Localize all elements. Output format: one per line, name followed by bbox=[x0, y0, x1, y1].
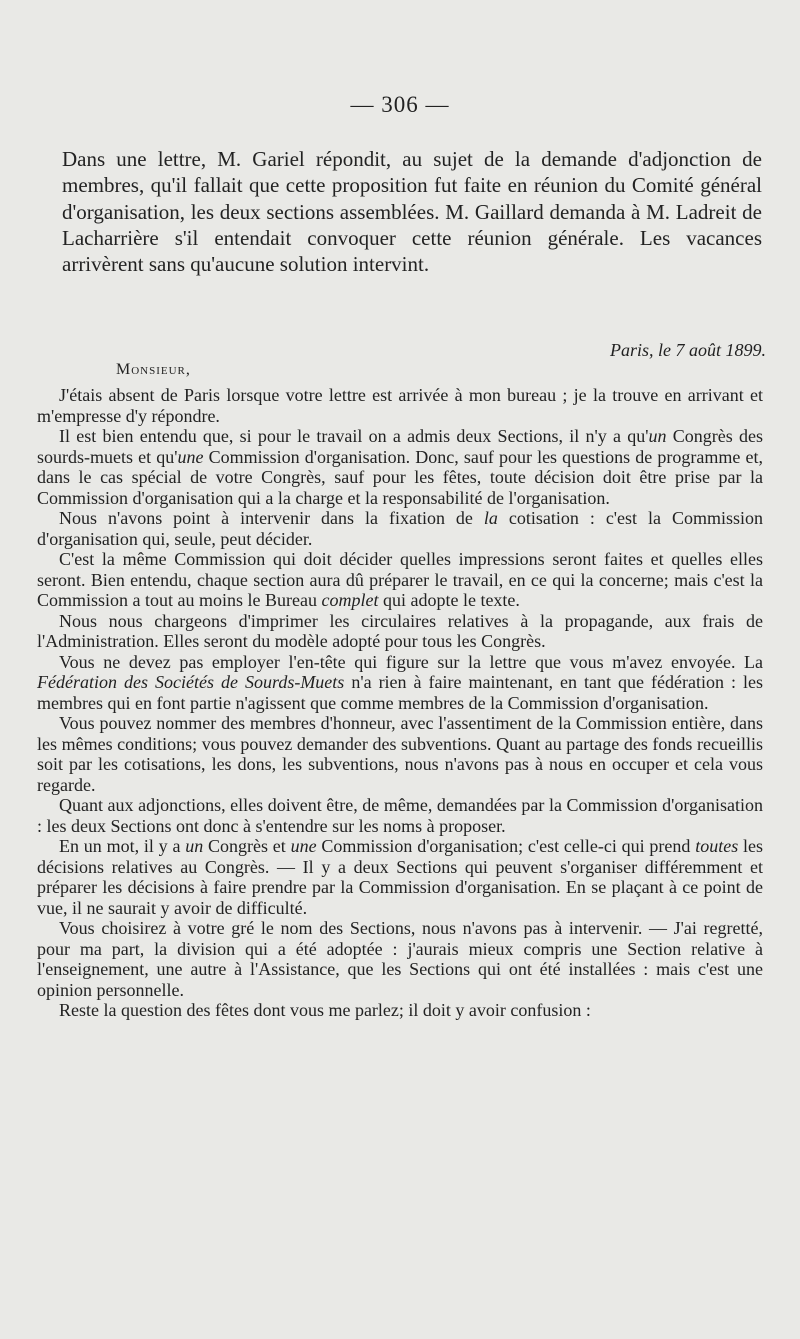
letter-paragraph: Vous choisirez à votre gré le nom des Sections, nous n'avons pas à intervenir. — J'ai regretté, pour ma part, la division qui a été adoptée : j'aurais mieux compris une Section relative à l'enseignement, une autre à l'Assistance, que les Sections qui ont été installées : mais c'est une opinion personnelle. bbox=[37, 918, 763, 1000]
emphasis: la bbox=[483, 508, 498, 528]
text-run: C'est la même Commission qui doit décider quelles impressions seront faites et quelles elles seront. Bien entendu, chaque section aura dû préparer le travail, en ce qui la concerne; mais c'est la Commission a tout au moins le Bureau bbox=[37, 549, 763, 610]
text-run: Commission d'organisation; c'est celle-ci qui prend bbox=[316, 836, 696, 856]
text-run: Nous n'avons point à intervenir dans la fixation de bbox=[59, 508, 484, 528]
text-run: Commission d'organisation. Donc, sauf pour les questions de programme et, dans le cas spécial de votre Congrès, sauf pour les fêtes, toute décision doit être prise par la Commission d'organisation qui a la charge et la responsabilité de l'organisation. bbox=[37, 446, 763, 508]
text-run: Congrès et bbox=[203, 836, 291, 856]
emphasis: une bbox=[177, 446, 204, 467]
letter-salutation: Monsieur, bbox=[116, 361, 191, 378]
letter-paragraph: J'étais absent de Paris lorsque votre lettre est arrivée à mon bureau ; je la trouve en arrivant et m'empresse d'y répondre. bbox=[37, 385, 763, 426]
letter-paragraph: Nous nous chargeons d'imprimer les circulaires relatives à la propagande, aux frais de l'Administration. Elles seront du modèle adopté pour tous les Congrès. bbox=[37, 610, 763, 651]
letter-paragraph bbox=[37, 549, 763, 611]
text-run: Congrès des sourds-muets et qu' bbox=[37, 426, 763, 467]
text-run: n'a rien à faire maintenant, en tant que fédération : les membres qui en font partie n'agissent que comme membres de la Commission d'organisation. bbox=[37, 672, 763, 713]
letter-paragraph bbox=[37, 836, 763, 918]
emphasis: une bbox=[290, 836, 317, 856]
emphasis: un bbox=[185, 836, 204, 856]
text-run: cotisation : c'est la Commission d'organisation qui, seule, peut décider. bbox=[37, 508, 763, 549]
page-number: — 306 — bbox=[350, 92, 450, 117]
text-run: Il est bien entendu que, si pour le travail on a admis deux Sections, il n'y a qu' bbox=[59, 426, 649, 446]
text-run: En un mot, il y a bbox=[59, 836, 186, 856]
letter-paragraph: Reste la question des fêtes dont vous me parlez; il doit y avoir confusion : bbox=[59, 1000, 591, 1020]
emphasis: un bbox=[648, 426, 667, 446]
letter-dateline: Paris, le 7 août 1899. bbox=[610, 340, 766, 360]
letter-paragraph bbox=[37, 508, 763, 549]
text-run: Vous ne devez pas employer l'en-tête qui figure sur la lettre que vous m'avez envoyée. La bbox=[59, 651, 763, 672]
letter-paragraph bbox=[37, 426, 763, 508]
letter-body bbox=[37, 385, 763, 1021]
text-run: qui adopte le texte. bbox=[378, 590, 520, 610]
emphasis: Fédération des Sociétés de Sourds-Muets bbox=[37, 672, 345, 692]
intro-paragraph: Dans une lettre, M. Gariel répondit, au sujet de la demande d'adjonction de membres, qu'il fallait que cette proposition fut faite en réunion du Comité général d'organisation, les deux sections assemblées. M. Gaillard demanda à M. Ladreit de Lacharrière s'il entendait convoquer cette réunion générale. Les vacances arrivèrent sans qu'aucune solution intervint. bbox=[62, 147, 762, 277]
emphasis: complet bbox=[321, 590, 379, 610]
emphasis: toutes bbox=[695, 836, 739, 856]
text-run: les décisions relatives au Congrès. — Il y a deux Sections qui peuvent s'organiser différemment et préparer les décisions à faire prendre par la Commission d'organisation. En se plaçant à ce point de vue, il ne saurait y avoir de difficulté. bbox=[37, 836, 764, 918]
letter-paragraph bbox=[37, 652, 763, 714]
letter-paragraph: Vous pouvez nommer des membres d'honneur, avec l'assentiment de la Commission entière, dans les mêmes conditions; vous pouvez demander des subventions. Quant au partage des fonds recueillis soit par les cotisations, les dons, les subventions, nous n'avons pas à nous en occuper et cela vous regarde. bbox=[37, 713, 763, 795]
letter-paragraph: Quant aux adjonctions, elles doivent être, de même, demandées par la Commission d'organisation : les deux Sections ont donc à s'entendre sur les noms à proposer. bbox=[37, 795, 763, 836]
